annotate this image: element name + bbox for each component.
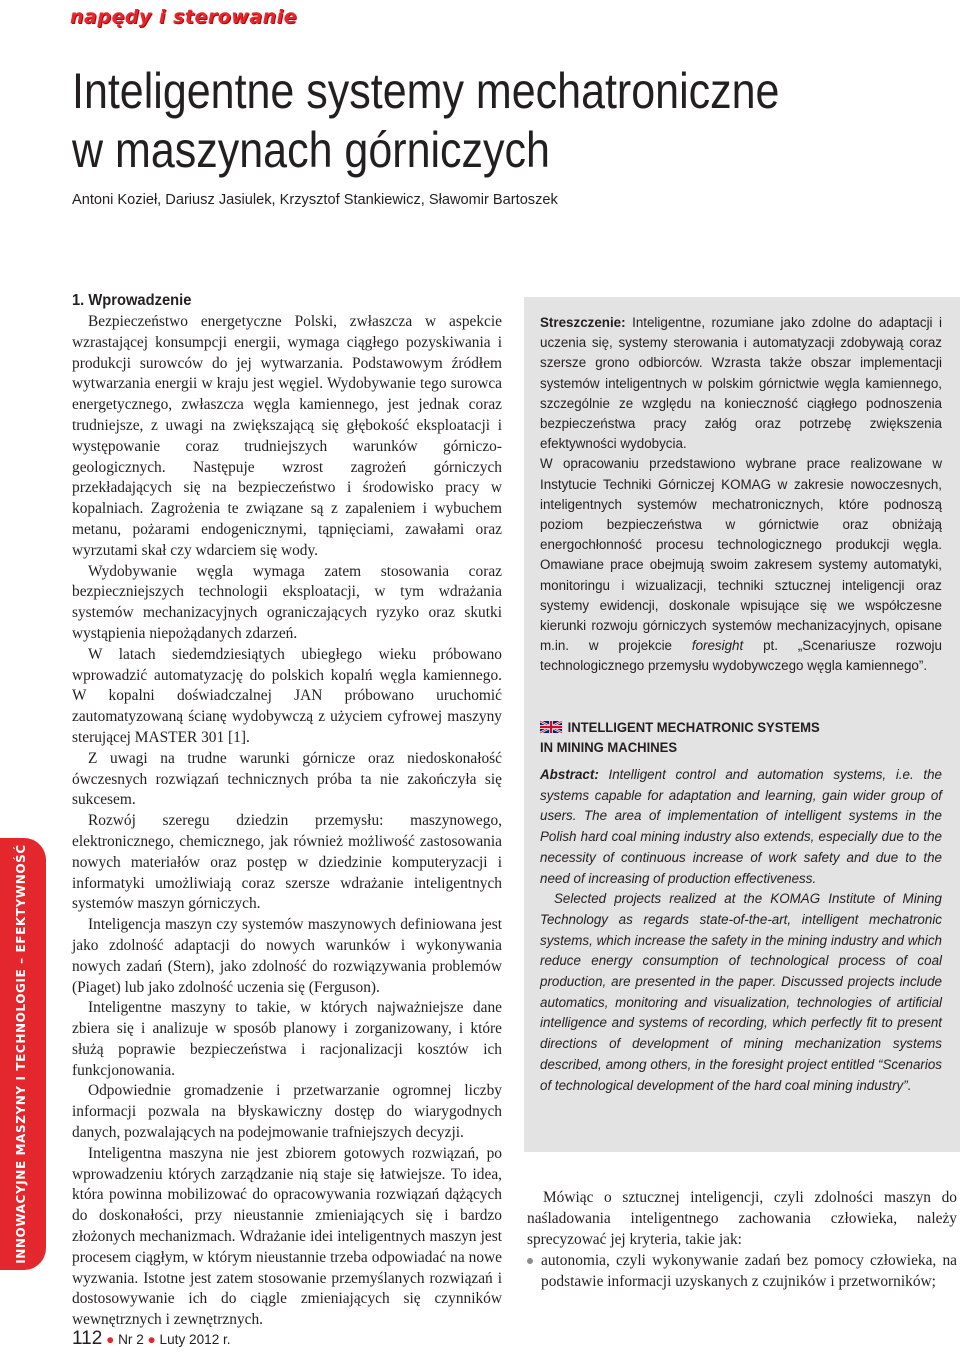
- page-footer: [72, 1328, 231, 1350]
- abstract-pl-paragraph: [540, 454, 942, 676]
- body-paragraph: Bezpieczeństwo energetyczne Polski, zwłaszcza w aspekcie wzrastającej konsumpcji energii, wymaga ciągłego pozyskiwania i produkcji surowców do jej wytwarzania. Podstawowym źródłem wytwarzania energii w kraju jest węgiel. Wydobywanie tego surowca energetycznego, zwłaszcza węgla kamiennego, jest jednak coraz trudniejsze, z uwagi na zwiększającą się głębokość eksploatacji i występowanie coraz trudniejszych warunków górniczo-geologicznych. Następuje wzrost zagrożeń górniczych przekładających się na bezpieczeństwo i środowisko pracy w kopalniach. Zagrożenia te związane są z zapaleniem i wybuchem metanu, pożarami endogenicznymi, tąpnięciami, zawałami oraz wyrzutami skał czy wdarciem się wody.: [72, 313, 502, 559]
- abstract-pl-text: Inteligentne, rozumiane jako zdolne do adaptacji i uczenia się, systemy sterowania i automatyzacji zdobywają coraz szersze grono odbiorców. Wzrasta także obszar implementacji systemów inteligentnych w polskim górnictwie węgla kamiennego, szczególnie ze względu na konieczność ciągłego podnoszenia bezpieczeństwa pracy załóg oraz potrzebę zwiększenia efektywności wydobycia.: [540, 315, 942, 452]
- body-column: [72, 290, 502, 1331]
- right-column: [527, 1187, 957, 1292]
- abstract-en-paragraph: [540, 765, 942, 889]
- section-label: napędy i sterowanie: [70, 6, 298, 28]
- body-paragraph: Odpowiednie gromadzenie i przetwarzanie ogromnej liczby informacji pozwala na błyskawiczny dostęp do wiarygodnych danych, pozwalających na podejmowanie trafniejszych decyzji.: [72, 1082, 502, 1142]
- body-paragraph: Inteligencja maszyn czy systemów maszynowych definiowana jest jako zdolność adaptacji do nowych warunków i wykonywania nowych zadań (Stern), jako zdolność do rozwiązywania problemów (Piaget) lub jako zdolność uczenia się (Ferguson).: [72, 916, 502, 996]
- list-item: autonomia, czyli wykonywanie zadań bez pomocy człowieka, na podstawie informacji uzyskanych z czujników i przetworników;: [527, 1250, 957, 1292]
- page-number: 112: [72, 1328, 103, 1349]
- body-paragraph: Wydobywanie węgla wymaga zatem stosowania coraz bezpieczniejszych technologii eksploatacji, w tym wdrażania systemów mechanizacyjnych ograniczających ryzyko oraz skutki wystąpienia niepożądanych zdarzeń.: [72, 562, 502, 642]
- abstract-en-heading: [540, 718, 910, 758]
- issue-date: Luty 2012 r.: [159, 1332, 231, 1347]
- bullet-dot-icon: ●: [106, 1332, 115, 1347]
- title-line-1: Inteligentne systemy mechatroniczne: [72, 63, 780, 119]
- abstract-en: [540, 765, 942, 1096]
- side-tab-text: INNOWACYJNE MASZYNY I TECHNOLOGIE – EFEKTYWNOŚĆ: [14, 844, 28, 1264]
- title-line-2: w maszynach górniczych: [72, 122, 550, 178]
- abstract-pl-italic: foresight: [691, 638, 744, 654]
- abstract-en-label: Abstract:: [540, 767, 599, 782]
- abstract-pl: [540, 313, 942, 677]
- body-paragraph: Z uwagi na trudne warunki górnicze oraz niedoskonałość ówczesnych rozwiązań technicznych próba ta nie zakończyła się sukcesem.: [72, 749, 502, 809]
- body-paragraph: Rozwój szeregu dziedzin przemysłu: maszynowego, elektronicznego, chemicznego, jak również możliwość zastosowania nowych materiałów oraz postęp w dziedzinie komputeryzacji i informatyki umożliwiają coraz szersze wdrażanie inteligentnych systemów maszyn górniczych.: [72, 812, 502, 913]
- abstract-en-heading-line-2: IN MINING MACHINES: [540, 740, 678, 756]
- article-title: [72, 62, 812, 180]
- abstract-pl-paragraph: [540, 313, 942, 454]
- authors: Antoni Kozieł, Dariusz Jasiulek, Krzysztof Stankiewicz, Sławomir Bartoszek: [72, 192, 558, 208]
- section-heading: 1. Wprowadzenie: [72, 292, 192, 309]
- bullet-dot-icon: ●: [147, 1332, 156, 1347]
- abstract-pl-label: Streszczenie:: [540, 315, 626, 330]
- abstract-pl-text: W opracowaniu przedstawiono wybrane prace realizowane w Instytucie Techniki Górniczej KOMAG w zakresie nowoczesnych, inteligentnych systemów mechatronicznych, które podnoszą poziom bezpieczeństwa w górnictwie oraz obniżają energochłonność procesu technologicznego produkcji węgla. Omawiane prace obejmują swoim zakresem systemy automatyki, monitoringu i wizualizacji, techniki sztucznej inteligencji oraz systemy ewidencji, doskonale wpisujące się we współczesne kierunki rozwoju górniczych systemów mechanizacyjnych, opisane m.in. w projekcie: [540, 456, 942, 654]
- abstract-en-paragraph: Selected projects realized at the KOMAG Institute of Mining Technology as regards state-of-the-art, intelligent mechatronic systems, which increase the safety in the mining industry and which reduce energy consumption of technological process of coal production, are presented in the paper. Discussed projects include automatics, monitoring and visualization, technologies of artificial intelligence and systems of recording, which perfectly fit to present directions of development of mining mechanization systems described, among others, in the foresight project entitled “Scenarios of technological development of the hard coal mining industry”.: [540, 891, 942, 1093]
- body-paragraph: W latach siedemdziesiątych ubiegłego wieku próbowano wprowadzić automatyzację do polskich kopalń węgla kamiennego. W kopalni doświadczalnej JAN próbowano uruchomić zautomatyzowaną ścianę wydobywczą z użyciem cyfrowej maszyny sterującej MASTER 301 [1].: [72, 645, 502, 746]
- uk-flag-icon: [540, 720, 562, 734]
- issue-number: Nr 2: [118, 1332, 144, 1347]
- abstract-pl-text: pt. „Scenariusze rozwoju technologicznego przemysłu wydobywczego węgla kamiennego”.: [540, 638, 942, 674]
- abstract-en-text: Intelligent control and automation systems, i.e. the systems capable for adaptation and learning, gain wider group of users. The area of implementation of intelligent systems in the Polish hard coal mining industry also extends, especially due to the necessity of continuous increase of work safety and due to the need of increasing of production effectiveness.: [540, 767, 942, 886]
- body-paragraph: Inteligentna maszyna nie jest zbiorem gotowych rozwiązań, po wprowadzeniu których zarządzanie nią staje się łatwiejsze. To idea, która powinna mobilizować do opracowywania rozwiązań dążących do doskonałości, przy nieustannie zmieniających się i bardzo złożonych mechanizmach. Wdrażanie idei inteligentnych maszyn jest procesem ciągłym, w którym nieustannie trzeba odpowiadać na nowe wyzwania. Istotne jest zatem stosowanie przemyślanych rozwiązań i dostosowywanie ich do ciągle zmieniających się czynników wewnętrznych i zewnętrznych.: [72, 1144, 502, 1329]
- abstract-en-heading-line-1: INTELLIGENT MECHATRONIC SYSTEMS: [567, 720, 820, 736]
- right-paragraph: Mówiąc o sztucznej inteligencji, czyli zdolności maszyn do naśladowania inteligentnego zachowania człowieka, należy sprecyzować jej kryteria, takie jak:: [527, 1189, 957, 1248]
- criteria-list: [527, 1250, 957, 1292]
- body-paragraph: Inteligentne maszyny to takie, w których najważniejsze dane zbiera się i analizuje w sposób planowy i zorganizowany, i które służą poprawie bezpieczeństwa i racjonalizacji kosztów ich funkcjonowania.: [72, 999, 502, 1079]
